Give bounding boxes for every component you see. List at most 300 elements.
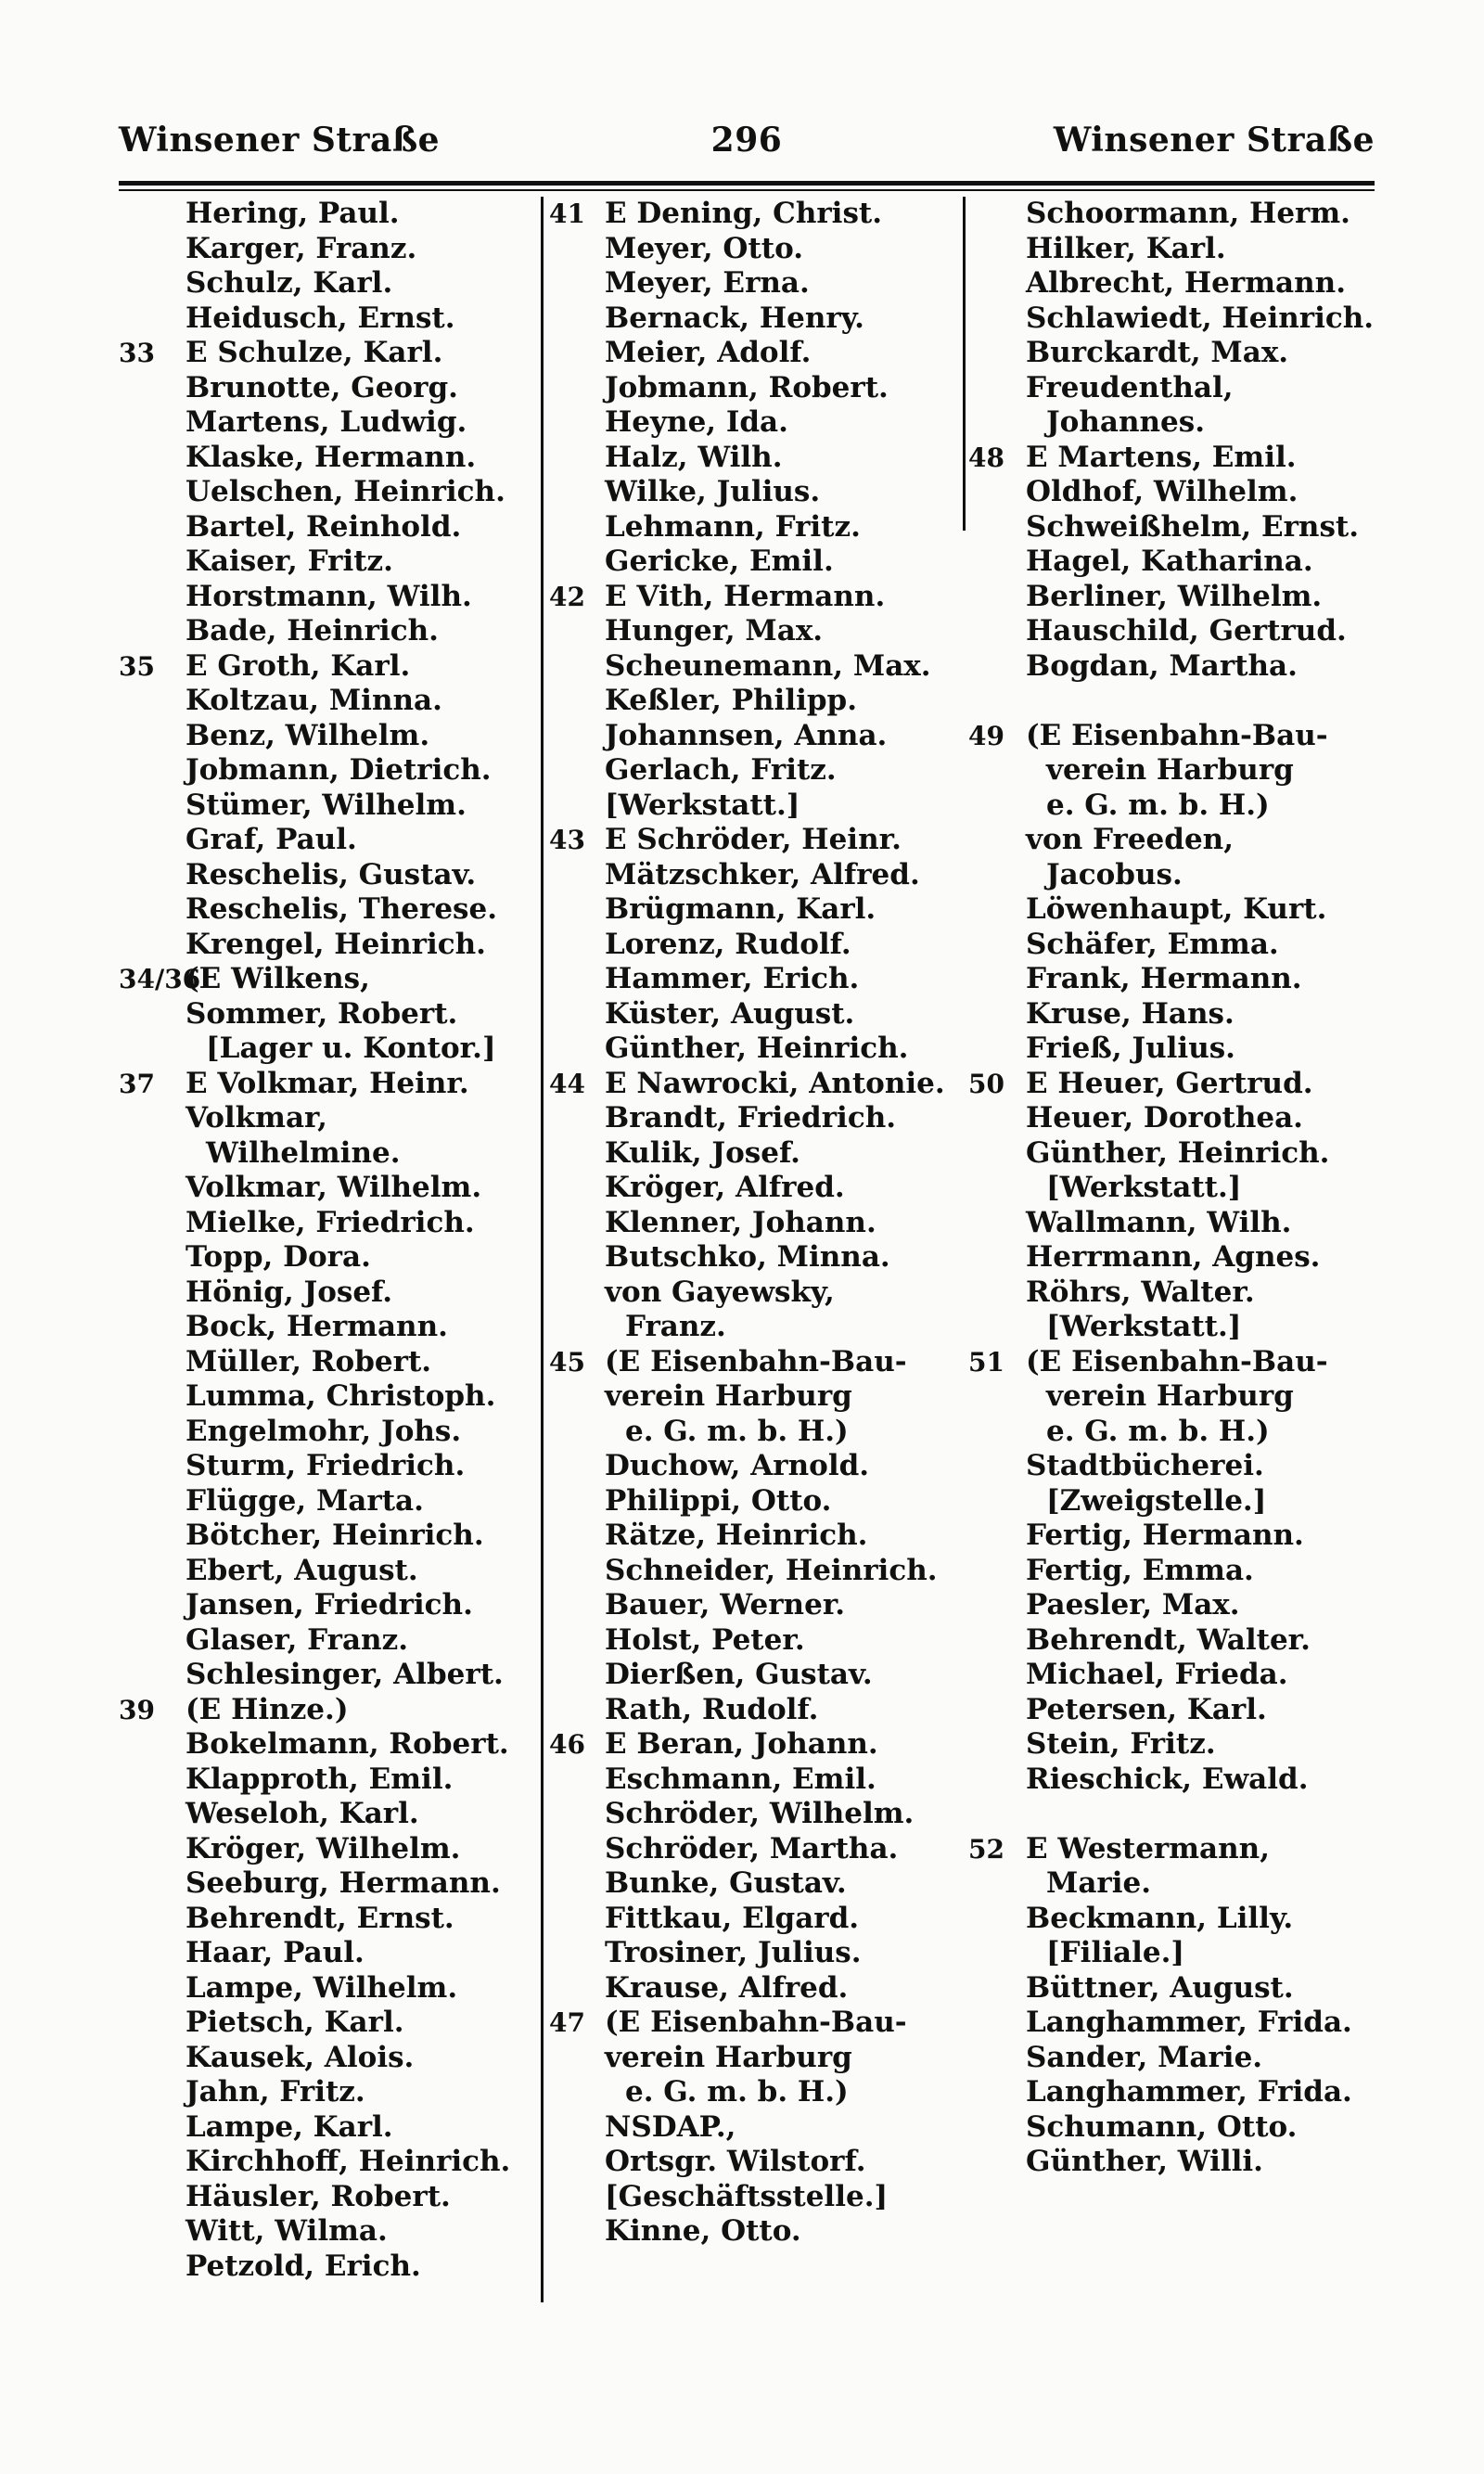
directory-entry <box>549 892 959 928</box>
resident-entry: Freudenthal, <box>1026 370 1234 404</box>
resident-entry: Lumma, Christoph. <box>186 1379 496 1413</box>
resident-entry: Behrendt, Ernst. <box>186 1901 454 1935</box>
directory-entry <box>549 336 959 371</box>
directory-entry <box>549 1310 959 1345</box>
directory-entry <box>968 266 1386 301</box>
directory-entry <box>119 1902 536 1937</box>
resident-entry: Stadtbücherei. <box>1026 1449 1264 1482</box>
resident-entry: [Geschäftsstelle.] <box>605 2179 889 2213</box>
resident-entry: Jacobus. <box>1046 857 1183 891</box>
directory-entry <box>549 1763 959 1798</box>
resident-entry: Frieß, Julius. <box>1026 1032 1235 1065</box>
resident-entry: Mielke, Friedrich. <box>186 1205 475 1239</box>
directory-entry <box>549 266 959 301</box>
resident-entry: Kaiser, Fritz. <box>186 545 393 578</box>
directory-entry <box>968 1240 1386 1275</box>
resident-entry: Krengel, Heinrich. <box>186 927 486 961</box>
directory-entry <box>119 1032 536 1067</box>
directory-entry <box>549 2180 959 2215</box>
resident-entry: Krause, Alfred. <box>605 1970 849 2005</box>
directory-entry <box>119 1310 536 1345</box>
resident-entry: Brügmann, Karl. <box>605 892 876 926</box>
directory-column-3 <box>968 197 1386 2180</box>
resident-entry: Pietsch, Karl. <box>186 2006 404 2039</box>
resident-entry: Marie. <box>1046 1866 1152 1900</box>
resident-entry: Kruse, Hans. <box>1026 996 1235 1031</box>
directory-entry <box>968 1484 1386 1519</box>
resident-entry: Schweißhelm, Ernst. <box>1026 509 1360 544</box>
directory-entry <box>119 892 536 928</box>
resident-entry: Oldhof, Wilhelm. <box>1026 475 1298 508</box>
directory-entry <box>968 684 1386 719</box>
directory-entry <box>968 197 1386 232</box>
resident-entry: Klapproth, Emil. <box>186 1762 454 1796</box>
directory-entry <box>549 753 959 788</box>
resident-entry: Graf, Paul. <box>186 823 357 856</box>
resident-entry: Petersen, Karl. <box>1026 1692 1267 1726</box>
directory-entry <box>549 2214 959 2250</box>
resident-entry: Bogdan, Martha. <box>1026 648 1298 683</box>
directory-entry <box>549 475 959 510</box>
directory-entry <box>119 1554 536 1589</box>
directory-entry <box>968 1832 1386 1867</box>
resident-entry: Lehmann, Fritz. <box>605 509 861 544</box>
resident-entry: (E Eisenbahn-Bau- <box>1026 718 1328 752</box>
directory-entry <box>968 1171 1386 1206</box>
directory-entry <box>549 2145 959 2180</box>
resident-entry: Butschko, Minna. <box>605 1240 890 1274</box>
resident-entry: Johannes. <box>1046 405 1206 439</box>
resident-entry: Stümer, Wilhelm. <box>186 788 467 822</box>
directory-entry <box>968 2006 1386 2041</box>
directory-entry <box>549 1171 959 1206</box>
resident-entry: Reschelis, Therese. <box>186 892 498 926</box>
resident-entry: Stein, Fritz. <box>1026 1727 1216 1761</box>
directory-entry <box>119 1275 536 1311</box>
directory-entry <box>119 823 536 858</box>
resident-entry: (E Hinze.) <box>186 1692 349 1726</box>
directory-entry <box>968 858 1386 893</box>
resident-entry: Weseloh, Karl. <box>186 1797 419 1830</box>
house-number: 52 <box>968 1833 1004 1865</box>
page-header <box>119 121 1375 176</box>
directory-entry <box>968 1379 1386 1415</box>
directory-entry <box>119 962 536 997</box>
resident-entry: Karger, Franz. <box>186 231 417 265</box>
directory-entry <box>968 1275 1386 1311</box>
resident-entry: Günther, Willi. <box>1026 2145 1263 2178</box>
resident-entry: Bauer, Werner. <box>605 1588 846 1622</box>
directory-entry <box>549 1449 959 1484</box>
directory-entry <box>968 371 1386 406</box>
resident-entry: Hilker, Karl. <box>1026 231 1226 265</box>
directory-entry <box>968 301 1386 337</box>
directory-entry <box>549 684 959 719</box>
directory-entry <box>968 753 1386 788</box>
directory-entry <box>549 371 959 406</box>
resident-entry: E Heuer, Gertrud. <box>1026 1066 1313 1100</box>
resident-entry: Wilke, Julius. <box>605 475 821 508</box>
directory-entry <box>119 684 536 719</box>
directory-entry <box>119 1866 536 1902</box>
resident-entry: Kinne, Otto. <box>605 2214 801 2248</box>
directory-entry <box>968 1310 1386 1345</box>
directory-entry <box>119 2250 536 2285</box>
resident-entry: Dierßen, Gustav. <box>605 1658 873 1691</box>
resident-entry: e. G. m. b. H.) <box>625 1414 849 1448</box>
house-number: 47 <box>549 2007 585 2038</box>
resident-entry: Benz, Wilhelm. <box>186 718 430 752</box>
resident-entry: E Vith, Hermann. <box>605 579 886 613</box>
house-number: 48 <box>968 442 1004 473</box>
directory-entry <box>549 1240 959 1275</box>
directory-entry <box>119 2180 536 2215</box>
directory-entry <box>549 1623 959 1659</box>
header-rule-thin <box>119 189 1375 191</box>
directory-entry <box>119 1415 536 1450</box>
resident-entry: Bade, Heinrich. <box>186 614 439 647</box>
directory-entry <box>968 649 1386 685</box>
directory-entry <box>549 1866 959 1902</box>
directory-entry <box>119 1693 536 1728</box>
directory-entry <box>549 2041 959 2076</box>
directory-entry <box>119 1971 536 2006</box>
resident-entry: Schulz, Karl. <box>186 266 393 300</box>
resident-entry: Halz, Wilh. <box>605 440 783 474</box>
resident-entry: Reschelis, Gustav. <box>186 857 477 891</box>
directory-entry <box>119 2006 536 2041</box>
directory-entry <box>119 719 536 754</box>
resident-entry: E Nawrocki, Antonie. <box>605 1066 945 1100</box>
resident-entry: Duchow, Arnold. <box>605 1449 870 1482</box>
house-number: 43 <box>549 825 585 855</box>
directory-entry <box>968 1136 1386 1172</box>
directory-entry <box>119 197 536 232</box>
resident-entry: Eschmann, Emil. <box>605 1762 876 1796</box>
directory-entry <box>968 1727 1386 1763</box>
directory-entry <box>968 2041 1386 2076</box>
directory-entry <box>119 1449 536 1484</box>
directory-entry <box>549 858 959 893</box>
column-divider-1 <box>541 197 544 2302</box>
directory-entry <box>549 1727 959 1763</box>
resident-entry: Schlawiedt, Heinrich. <box>1026 301 1375 335</box>
directory-entry <box>119 2110 536 2146</box>
directory-entry <box>119 1936 536 1971</box>
directory-entry <box>119 1519 536 1554</box>
resident-entry: Fertig, Emma. <box>1026 1553 1254 1587</box>
directory-entry <box>549 1936 959 1971</box>
house-number: 34/36 <box>119 964 201 994</box>
resident-entry: Kulik, Josef. <box>605 1135 800 1170</box>
directory-entry <box>549 719 959 754</box>
directory-entry <box>968 1101 1386 1136</box>
resident-entry: Brandt, Friedrich. <box>605 1101 897 1134</box>
directory-entry <box>549 1902 959 1937</box>
directory-entry <box>968 1623 1386 1659</box>
directory-entry <box>549 580 959 615</box>
directory-entry <box>549 1588 959 1623</box>
resident-entry: Burckardt, Max. <box>1026 336 1289 369</box>
house-number: 37 <box>119 1068 155 1099</box>
house-number: 42 <box>549 581 585 612</box>
house-number: 35 <box>119 650 155 682</box>
house-number: 39 <box>119 1694 155 1725</box>
resident-entry: Petzold, Erich. <box>186 2249 421 2283</box>
resident-entry: Bötcher, Heinrich. <box>186 1519 484 1552</box>
resident-entry: Rath, Rudolf. <box>605 1692 819 1726</box>
resident-entry: Albrecht, Hermann. <box>1026 266 1346 300</box>
resident-entry: e. G. m. b. H.) <box>1046 788 1270 822</box>
resident-entry: Haar, Paul. <box>186 1936 365 1969</box>
directory-entry <box>549 1101 959 1136</box>
directory-entry <box>549 1554 959 1589</box>
resident-entry: Hönig, Josef. <box>186 1275 393 1309</box>
directory-entry <box>968 232 1386 267</box>
resident-entry: Jahn, Fritz. <box>186 2075 365 2109</box>
resident-entry: Klenner, Johann. <box>605 1205 876 1239</box>
directory-entry <box>119 1136 536 1172</box>
directory-entry <box>549 232 959 267</box>
directory-entry <box>549 2006 959 2041</box>
directory-entry <box>119 371 536 406</box>
resident-entry: Meyer, Otto. <box>605 231 804 265</box>
directory-entry <box>968 997 1386 1032</box>
resident-entry: Lampe, Wilhelm. <box>186 1970 458 2005</box>
resident-entry: Trosiner, Julius. <box>605 1936 862 1969</box>
resident-entry: Wallmann, Wilh. <box>1026 1205 1292 1239</box>
resident-entry: E Schröder, Heinr. <box>605 823 902 856</box>
directory-entry <box>119 1379 536 1415</box>
directory-entry <box>968 1519 1386 1554</box>
directory-entry <box>119 475 536 510</box>
directory-entry <box>549 1971 959 2006</box>
house-number: 46 <box>549 1729 585 1760</box>
directory-entry <box>119 1623 536 1659</box>
directory-entry <box>119 997 536 1032</box>
directory-entry <box>119 788 536 824</box>
header-street-right: Winsener Straße <box>1053 121 1375 160</box>
resident-entry: Röhrs, Walter. <box>1026 1275 1255 1309</box>
directory-entry <box>549 1832 959 1867</box>
directory-entry <box>119 1484 536 1519</box>
resident-entry: Horstmann, Wilh. <box>186 579 472 613</box>
directory-entry <box>119 1101 536 1136</box>
directory-entry <box>119 858 536 893</box>
directory-entry <box>119 753 536 788</box>
directory-entry <box>119 441 536 476</box>
directory-entry <box>968 2110 1386 2146</box>
resident-entry: Bock, Hermann. <box>186 1310 448 1343</box>
resident-entry: E Martens, Emil. <box>1026 440 1297 474</box>
directory-entry <box>968 545 1386 580</box>
resident-entry: (E Wilkens, <box>186 962 370 995</box>
resident-entry: verein Harburg <box>605 1379 852 1413</box>
resident-entry: Ortsgr. Wilstorf. <box>605 2145 866 2178</box>
directory-entry <box>549 545 959 580</box>
resident-entry: Büttner, August. <box>1026 1970 1294 2005</box>
resident-entry: Volkmar, Wilhelm. <box>186 1171 482 1204</box>
directory-entry <box>119 2041 536 2076</box>
resident-entry: Hammer, Erich. <box>605 962 860 995</box>
resident-entry: Hagel, Katharina. <box>1026 545 1313 578</box>
resident-entry: Bartel, Reinhold. <box>186 509 462 544</box>
resident-entry: Schäfer, Emma. <box>1026 927 1279 961</box>
resident-entry: E Volkmar, Heinr. <box>186 1066 469 1100</box>
header-street-left: Winsener Straße <box>119 121 441 160</box>
resident-entry: Müller, Robert. <box>186 1344 432 1378</box>
directory-entry <box>549 1415 959 1450</box>
resident-entry: Meier, Adolf. <box>605 336 812 369</box>
directory-entry <box>968 1415 1386 1450</box>
resident-entry: [Filiale.] <box>1046 1936 1185 1969</box>
resident-entry: Topp, Dora. <box>186 1240 371 1274</box>
directory-entry <box>549 1275 959 1311</box>
directory-entry <box>968 1206 1386 1241</box>
directory-entry <box>119 614 536 649</box>
resident-entry: Wilhelmine. <box>206 1135 401 1170</box>
directory-entry <box>968 1032 1386 1067</box>
directory-entry <box>119 232 536 267</box>
directory-entry <box>119 1727 536 1763</box>
directory-entry <box>119 336 536 371</box>
directory-entry <box>119 2214 536 2250</box>
directory-entry <box>119 649 536 685</box>
directory-entry <box>549 1206 959 1241</box>
resident-entry: Frank, Hermann. <box>1026 962 1302 995</box>
resident-entry: Berliner, Wilhelm. <box>1026 579 1323 613</box>
resident-entry: [Werkstatt.] <box>605 788 800 822</box>
directory-entry <box>968 1693 1386 1728</box>
directory-entry <box>968 1763 1386 1798</box>
directory-entry <box>119 1067 536 1102</box>
resident-entry: Paesler, Max. <box>1026 1588 1240 1622</box>
resident-entry: Kausek, Alois. <box>186 2040 415 2074</box>
directory-entry <box>968 1588 1386 1623</box>
resident-entry: Fittkau, Elgard. <box>605 1901 860 1935</box>
resident-entry: von Freeden, <box>1026 823 1234 856</box>
directory-entry <box>968 2075 1386 2110</box>
resident-entry: E Dening, Christ. <box>605 197 883 230</box>
resident-entry: Witt, Wilma. <box>186 2214 388 2248</box>
resident-entry: Hunger, Max. <box>605 614 824 647</box>
directory-entry <box>968 928 1386 963</box>
resident-entry: Seeburg, Hermann. <box>186 1866 501 1900</box>
resident-entry: Ebert, August. <box>186 1553 418 1587</box>
resident-entry: (E Eisenbahn-Bau- <box>1026 1344 1328 1378</box>
directory-entry <box>968 892 1386 928</box>
resident-entry: E Westermann, <box>1026 1831 1271 1865</box>
resident-entry: Häusler, Robert. <box>186 2179 451 2213</box>
resident-entry: Schumann, Otto. <box>1026 2109 1298 2144</box>
directory-entry <box>968 788 1386 824</box>
directory-entry <box>549 197 959 232</box>
directory-entry <box>119 1171 536 1206</box>
directory-entry <box>968 1658 1386 1693</box>
resident-entry: e. G. m. b. H.) <box>1046 1414 1270 1448</box>
directory-entry <box>968 2145 1386 2180</box>
resident-entry: Langhammer, Frida. <box>1026 2075 1352 2109</box>
directory-entry <box>968 1067 1386 1102</box>
column-divider-2 <box>963 197 966 531</box>
resident-entry: Johannsen, Anna. <box>605 718 888 752</box>
directory-entry <box>968 475 1386 510</box>
resident-entry: Schlesinger, Albert. <box>186 1658 504 1691</box>
directory-entry <box>549 1379 959 1415</box>
resident-entry: Langhammer, Frida. <box>1026 2006 1352 2039</box>
directory-entry <box>968 510 1386 545</box>
resident-entry: Michael, Frieda. <box>1026 1658 1288 1691</box>
resident-entry: Brunotte, Georg. <box>186 370 458 404</box>
directory-entry <box>549 1067 959 1102</box>
directory-entry <box>549 1136 959 1172</box>
directory-entry <box>968 1345 1386 1380</box>
directory-entry <box>549 405 959 441</box>
directory-entry <box>549 928 959 963</box>
directory-entry <box>549 1484 959 1519</box>
directory-entry <box>119 580 536 615</box>
resident-entry: Schoormann, Herm. <box>1026 197 1350 230</box>
directory-entry <box>968 823 1386 858</box>
resident-entry: E Schulze, Karl. <box>186 336 443 369</box>
directory-entry <box>119 301 536 337</box>
resident-entry: Jobmann, Dietrich. <box>186 753 492 787</box>
directory-entry <box>119 2145 536 2180</box>
directory-entry <box>968 1554 1386 1589</box>
directory-entry <box>119 266 536 301</box>
directory-entry <box>549 1658 959 1693</box>
resident-entry: Sommer, Robert. <box>186 996 458 1031</box>
house-number: 33 <box>119 338 155 368</box>
directory-entry <box>119 1345 536 1380</box>
resident-entry: Hauschild, Gertrud. <box>1026 614 1347 647</box>
resident-entry: Keßler, Philipp. <box>605 684 858 717</box>
resident-entry: Schröder, Martha. <box>605 1831 899 1865</box>
directory-entry <box>549 823 959 858</box>
resident-entry: Scheunemann, Max. <box>605 648 931 683</box>
directory-entry <box>119 928 536 963</box>
resident-entry: Kröger, Wilhelm. <box>186 1831 461 1865</box>
resident-entry: E Beran, Johann. <box>605 1727 878 1761</box>
resident-entry: [Werkstatt.] <box>1046 1171 1242 1204</box>
house-number: 41 <box>549 199 585 229</box>
resident-entry: Jansen, Friedrich. <box>186 1588 473 1622</box>
resident-entry: Philippi, Otto. <box>605 1483 832 1518</box>
directory-entry <box>968 719 1386 754</box>
directory-entry <box>549 1519 959 1554</box>
directory-entry <box>119 1658 536 1693</box>
resident-entry: Schröder, Wilhelm. <box>605 1797 915 1830</box>
resident-entry: Lampe, Karl. <box>186 2109 393 2144</box>
resident-entry: von Gayewsky, <box>605 1275 835 1309</box>
resident-entry: NSDAP., <box>605 2109 736 2144</box>
directory-entry <box>119 545 536 580</box>
resident-entry: Meyer, Erna. <box>605 266 810 300</box>
resident-entry: Rieschick, Ewald. <box>1026 1762 1309 1796</box>
resident-entry: Herrmann, Agnes. <box>1026 1240 1321 1274</box>
resident-entry: Beckmann, Lilly. <box>1026 1901 1294 1935</box>
resident-entry: Günther, Heinrich. <box>1026 1135 1330 1170</box>
house-number: 51 <box>968 1346 1004 1378</box>
resident-entry: Klaske, Hermann. <box>186 440 477 474</box>
resident-entry: Heuer, Dorothea. <box>1026 1101 1303 1134</box>
resident-entry: (E Eisenbahn-Bau- <box>605 2006 907 2039</box>
directory-entry <box>549 788 959 824</box>
directory-entry <box>119 1588 536 1623</box>
directory-entry <box>119 2075 536 2110</box>
page-number: 296 <box>710 121 783 160</box>
resident-entry: Günther, Heinrich. <box>605 1032 909 1065</box>
